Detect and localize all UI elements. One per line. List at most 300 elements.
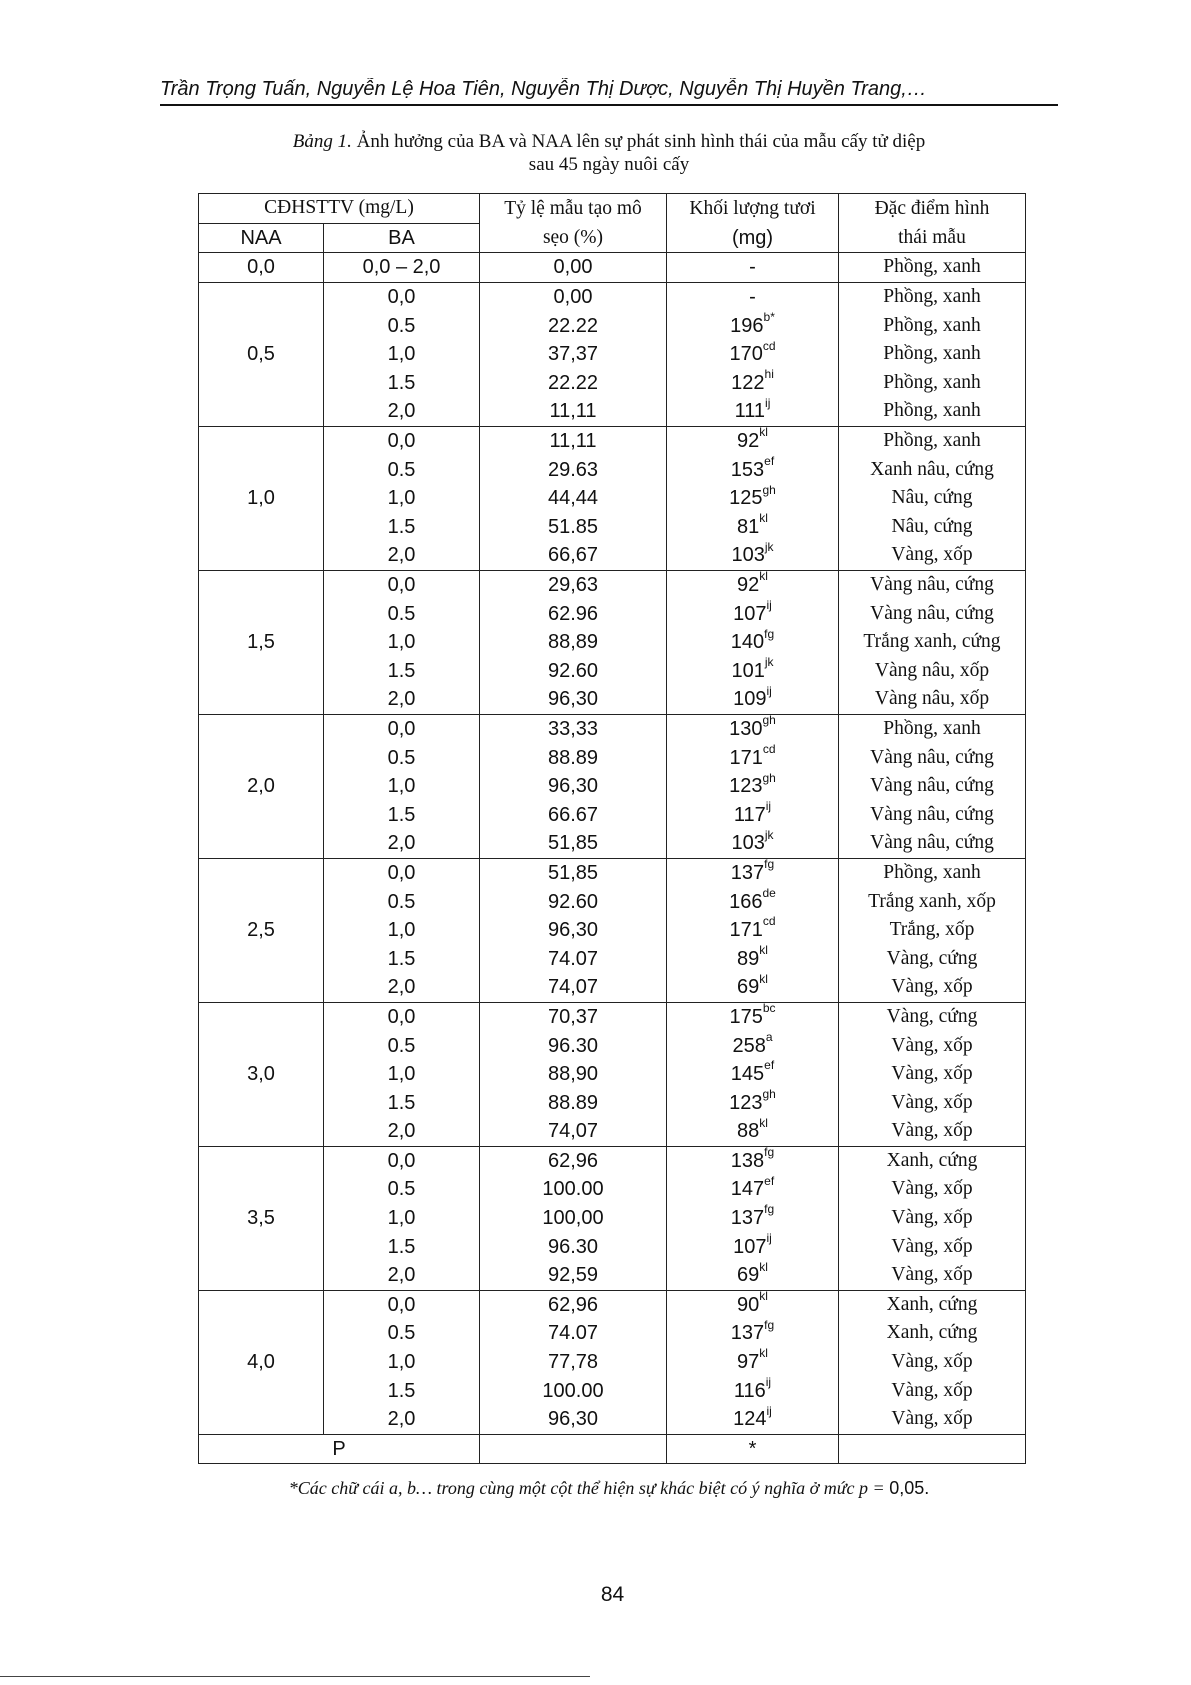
- significance-letter: gh: [762, 1088, 776, 1102]
- significance-letter: fg: [764, 858, 775, 872]
- ba-cell: 1.5: [324, 1232, 480, 1261]
- rate-cell: 92.60: [480, 887, 667, 916]
- mass-cell: [667, 944, 839, 973]
- significance-letter: de: [762, 887, 776, 900]
- significance-letter: b*: [763, 311, 775, 325]
- significance-letter: kl: [759, 570, 768, 584]
- significance-letter: cd: [762, 339, 776, 353]
- mass-cell: [667, 628, 839, 657]
- rate-cell: 74,07: [480, 973, 667, 1002]
- rate-cell: 100,00: [480, 1204, 667, 1233]
- mass-cell: [667, 369, 839, 398]
- table-row: [199, 829, 1026, 858]
- trait-cell: Xanh nâu, cứng: [839, 455, 1026, 484]
- table-row: [199, 1261, 1026, 1290]
- significance-letter: bc: [762, 1002, 776, 1016]
- rate-cell: 0,00: [480, 282, 667, 311]
- ba-cell: 1,0: [324, 340, 480, 369]
- control-row: [199, 253, 1026, 283]
- mass-cell: [667, 858, 839, 887]
- rate-cell: 96,30: [480, 772, 667, 801]
- table-row: [199, 1175, 1026, 1204]
- table-row: [199, 973, 1026, 1002]
- mass-value: 175: [729, 1005, 763, 1028]
- ba-cell: 1.5: [324, 513, 480, 542]
- p-rate: [480, 1434, 667, 1464]
- mass-cell: [667, 397, 839, 426]
- rate-cell: 74.07: [480, 944, 667, 973]
- ba-cell: 0,0: [324, 1146, 480, 1175]
- mass-cell: [667, 1175, 839, 1204]
- mass-cell: [667, 570, 839, 599]
- table-row: [199, 311, 1026, 340]
- p-label: P: [199, 1434, 480, 1464]
- significance-letter: kl: [759, 1347, 768, 1361]
- mass-value: 101: [731, 659, 765, 682]
- results-table: [198, 193, 1026, 1464]
- significance-letter: kl: [759, 1290, 768, 1304]
- significance-letter: ij: [766, 1232, 772, 1246]
- ba-cell: 0.5: [324, 1175, 480, 1204]
- mass-value: 103: [731, 544, 765, 567]
- rate-cell: 100.00: [480, 1376, 667, 1405]
- trait-cell: Xanh, cứng: [839, 1319, 1026, 1348]
- mass-cell: [667, 1088, 839, 1117]
- trait-cell: Nâu, cứng: [839, 484, 1026, 513]
- ba-cell: 0.5: [324, 1031, 480, 1060]
- table-row: [199, 685, 1026, 714]
- header-ba: BA: [324, 223, 480, 253]
- mass-cell: [667, 916, 839, 945]
- table-row: [199, 1146, 1026, 1175]
- ba-cell: 2,0: [324, 397, 480, 426]
- mass-value: 69: [737, 976, 760, 999]
- mass-cell: [667, 714, 839, 743]
- ba-cell: 0.5: [324, 887, 480, 916]
- mass-cell: [667, 657, 839, 686]
- mass-value: 196: [730, 314, 764, 337]
- mass-cell: [667, 973, 839, 1002]
- trait-cell: Vàng, xốp: [839, 1031, 1026, 1060]
- mass-cell: [667, 599, 839, 628]
- p-trait: [839, 1434, 1026, 1464]
- ba-cell: 1.5: [324, 944, 480, 973]
- table-row: [199, 858, 1026, 887]
- mass-value: 124: [733, 1408, 767, 1431]
- trait-cell: Nâu, cứng: [839, 513, 1026, 542]
- mass-value: 145: [730, 1063, 765, 1086]
- significance-letter: cd: [762, 743, 776, 756]
- mass-cell: [667, 829, 839, 858]
- table-row: [199, 513, 1026, 542]
- rate-cell: 44,44: [480, 484, 667, 513]
- ba-cell: 0.5: [324, 599, 480, 628]
- significance-letter: kl: [759, 944, 768, 958]
- table-row: [199, 1376, 1026, 1405]
- mass-cell: [667, 484, 839, 513]
- significance-letter: gh: [762, 714, 776, 728]
- ba-cell: 1,0: [324, 772, 480, 801]
- naa-group-cell: 4,0: [199, 1290, 324, 1434]
- mass-value: 171: [729, 746, 763, 769]
- header-trait-2: thái mẫu: [839, 223, 1026, 253]
- trait-cell: Phồng, xanh: [839, 858, 1026, 887]
- trait-cell: Vàng, xốp: [839, 1117, 1026, 1146]
- header-mass-1: Khối lượng tươi: [667, 194, 839, 224]
- ba-cell: 1,0: [324, 1204, 480, 1233]
- mass-value: 122: [731, 371, 765, 394]
- ba-cell: 2,0: [324, 1405, 480, 1434]
- mass-cell: [667, 1319, 839, 1348]
- significance-letter: kl: [759, 426, 768, 440]
- table-row: [199, 944, 1026, 973]
- mass-cell: [667, 1348, 839, 1377]
- mass-value: 258: [732, 1034, 766, 1057]
- table-row: [199, 484, 1026, 513]
- trait-cell: Phồng, xanh: [839, 340, 1026, 369]
- ba-cell: 2,0: [324, 973, 480, 1002]
- table-row: [199, 1088, 1026, 1117]
- ba-cell: 1.5: [324, 369, 480, 398]
- trait-cell: Vàng nâu, cứng: [839, 570, 1026, 599]
- table-row: [199, 541, 1026, 570]
- results-table-body: [199, 194, 1026, 1464]
- header-rate-1: Tỷ lệ mẫu tạo mô: [480, 194, 667, 224]
- mass-value: 103: [731, 832, 765, 855]
- ba-cell: 1,0: [324, 916, 480, 945]
- mass-cell: [667, 1290, 839, 1319]
- mass-cell: [667, 743, 839, 772]
- mass-value: 92: [737, 430, 760, 453]
- naa-group-cell: 2,0: [199, 714, 324, 858]
- rate-cell: 62.96: [480, 599, 667, 628]
- control-trait: Phồng, xanh: [839, 253, 1026, 283]
- trait-cell: Phồng, xanh: [839, 426, 1026, 455]
- trait-cell: Vàng, xốp: [839, 973, 1026, 1002]
- trait-cell: Phồng, xanh: [839, 282, 1026, 311]
- header-row-2: [199, 223, 1026, 253]
- mass-value: 137: [730, 1207, 765, 1230]
- trait-cell: Vàng, xốp: [839, 1405, 1026, 1434]
- mass-cell: [667, 1031, 839, 1060]
- mass-value: 123: [729, 1091, 763, 1114]
- mass-cell: [667, 455, 839, 484]
- table-row: [199, 772, 1026, 801]
- significance-letter: ef: [764, 1059, 775, 1073]
- trait-cell: Trắng xanh, xốp: [839, 887, 1026, 916]
- p-row: [199, 1434, 1026, 1464]
- rate-cell: 96.30: [480, 1031, 667, 1060]
- mass-value: 137: [730, 861, 765, 884]
- ba-cell: 2,0: [324, 829, 480, 858]
- control-ba: 0,0 – 2,0: [324, 253, 480, 283]
- table-row: [199, 800, 1026, 829]
- header-rate-2: sẹo (%): [480, 223, 667, 253]
- mass-cell: [667, 1060, 839, 1089]
- mass-cell: [667, 685, 839, 714]
- mass-cell: [667, 513, 839, 542]
- rate-cell: 51.85: [480, 513, 667, 542]
- control-rate: 0,00: [480, 253, 667, 283]
- mass-cell: [667, 1002, 839, 1031]
- caption-line2: sau 45 ngày nuôi cấy: [528, 154, 690, 175]
- trait-cell: Vàng, cứng: [839, 1002, 1026, 1031]
- significance-letter: hi: [764, 368, 774, 382]
- mass-value: 92: [737, 574, 760, 597]
- rate-cell: 100.00: [480, 1175, 667, 1204]
- significance-letter: ef: [764, 1175, 775, 1188]
- table-row: [199, 426, 1026, 455]
- table-row: [199, 282, 1026, 311]
- mass-value: 166: [729, 890, 763, 913]
- rate-cell: 96.30: [480, 1232, 667, 1261]
- rate-cell: 96,30: [480, 685, 667, 714]
- rate-cell: 96,30: [480, 1405, 667, 1434]
- rate-cell: 88,89: [480, 628, 667, 657]
- significance-letter: ef: [764, 455, 775, 468]
- trait-cell: Vàng, cứng: [839, 944, 1026, 973]
- naa-group-cell: 3,0: [199, 1002, 324, 1146]
- table-row: [199, 1232, 1026, 1261]
- trait-cell: Phồng, xanh: [839, 397, 1026, 426]
- significance-letter: a: [765, 1031, 773, 1044]
- ba-cell: 2,0: [324, 1117, 480, 1146]
- table-row: [199, 1002, 1026, 1031]
- trait-cell: Phồng, xanh: [839, 714, 1026, 743]
- table-row: [199, 628, 1026, 657]
- trait-cell: Vàng nâu, cứng: [839, 772, 1026, 801]
- trait-cell: Vàng, xốp: [839, 541, 1026, 570]
- trait-cell: Xanh, cứng: [839, 1146, 1026, 1175]
- ba-cell: 1.5: [324, 1088, 480, 1117]
- trait-cell: Phồng, xanh: [839, 369, 1026, 398]
- table-row: [199, 743, 1026, 772]
- table-row: [199, 887, 1026, 916]
- trait-cell: Phồng, xanh: [839, 311, 1026, 340]
- ba-cell: 0,0: [324, 282, 480, 311]
- significance-letter: fg: [764, 627, 775, 641]
- mass-cell: [667, 772, 839, 801]
- rate-cell: 62,96: [480, 1146, 667, 1175]
- significance-letter: jk: [764, 541, 774, 554]
- table-row: [199, 1319, 1026, 1348]
- trait-cell: Vàng nâu, cứng: [839, 743, 1026, 772]
- ba-cell: 0,0: [324, 426, 480, 455]
- trait-cell: Vàng, xốp: [839, 1348, 1026, 1377]
- rate-cell: 22.22: [480, 369, 667, 398]
- table-row: [199, 916, 1026, 945]
- trait-cell: Vàng nâu, cứng: [839, 800, 1026, 829]
- ba-cell: 0,0: [324, 714, 480, 743]
- ba-cell: 0,0: [324, 858, 480, 887]
- table-row: [199, 1290, 1026, 1319]
- table-caption: [160, 130, 1058, 176]
- significance-letter: cd: [762, 915, 776, 929]
- significance-letter: gh: [762, 483, 776, 497]
- rate-cell: 92.60: [480, 657, 667, 686]
- mass-cell: [667, 887, 839, 916]
- mass-value: 123: [729, 775, 763, 798]
- significance-letter: kl: [759, 1260, 768, 1274]
- header-naa: NAA: [199, 223, 324, 253]
- table-row: [199, 1204, 1026, 1233]
- caption-line1: Ảnh hưởng của BA và NAA lên sự phát sinh hình thái của mẫu cấy tử diệp: [356, 131, 926, 152]
- naa-group-cell: 1,0: [199, 426, 324, 570]
- significance-letter: ij: [765, 800, 772, 814]
- rate-cell: 29.63: [480, 455, 667, 484]
- rate-cell: 88.89: [480, 743, 667, 772]
- trait-cell: Vàng, xốp: [839, 1261, 1026, 1290]
- ba-cell: 0.5: [324, 311, 480, 340]
- naa-group-cell: 1,5: [199, 570, 324, 714]
- mass-value: 69: [737, 1264, 760, 1287]
- ba-cell: 0,0: [324, 1002, 480, 1031]
- mass-value: 140: [730, 631, 765, 654]
- rate-cell: 11,11: [480, 426, 667, 455]
- rate-cell: 88.89: [480, 1088, 667, 1117]
- trait-cell: Vàng, xốp: [839, 1088, 1026, 1117]
- mass-cell: [667, 1117, 839, 1146]
- significance-letter: gh: [762, 771, 776, 785]
- ba-cell: 1,0: [324, 628, 480, 657]
- rate-cell: 74.07: [480, 1319, 667, 1348]
- rate-cell: 92,59: [480, 1261, 667, 1290]
- table-row: [199, 1117, 1026, 1146]
- naa-group-cell: 3,5: [199, 1146, 324, 1290]
- rate-cell: 66.67: [480, 800, 667, 829]
- significance-letter: ij: [765, 1376, 772, 1389]
- rate-cell: 66,67: [480, 541, 667, 570]
- mass-value: 90: [737, 1293, 760, 1316]
- bottom-rule: [0, 1676, 590, 1677]
- ba-cell: 1.5: [324, 657, 480, 686]
- mass-value: 138: [730, 1149, 765, 1172]
- mass-value: 125: [729, 487, 763, 510]
- rate-cell: 22.22: [480, 311, 667, 340]
- ba-cell: 1,0: [324, 484, 480, 513]
- table-row: [199, 599, 1026, 628]
- table-row: [199, 570, 1026, 599]
- running-header: Trần Trọng Tuấn, Nguyễn Lệ Hoa Tiên, Nguyễn Thị Dược, Nguyễn Thị Huyền Trang,…: [160, 78, 1058, 106]
- mass-cell: [667, 1146, 839, 1175]
- rate-cell: 74,07: [480, 1117, 667, 1146]
- trait-cell: Vàng, xốp: [839, 1376, 1026, 1405]
- ba-cell: 0,0: [324, 1290, 480, 1319]
- significance-letter: ij: [766, 685, 772, 698]
- mass-value: 97: [737, 1351, 760, 1374]
- mass-value: -: [749, 286, 756, 309]
- header-trait-1: Đặc điểm hình: [839, 194, 1026, 224]
- control-mass: -: [667, 253, 839, 283]
- ba-cell: 1.5: [324, 1376, 480, 1405]
- trait-cell: Vàng nâu, xốp: [839, 657, 1026, 686]
- rate-cell: 37,37: [480, 340, 667, 369]
- table-row: [199, 1348, 1026, 1377]
- header-group: CĐHSTTV (mg/L): [199, 194, 480, 224]
- trait-cell: Vàng, xốp: [839, 1175, 1026, 1204]
- trait-cell: Xanh, cứng: [839, 1290, 1026, 1319]
- significance-letter: fg: [764, 1146, 775, 1160]
- rate-cell: 70,37: [480, 1002, 667, 1031]
- mass-cell: [667, 1376, 839, 1405]
- trait-cell: Trắng, xốp: [839, 916, 1026, 945]
- mass-value: 116: [733, 1379, 766, 1402]
- ba-cell: 1,0: [324, 1060, 480, 1089]
- footnote-value: 0,05.: [889, 1478, 930, 1498]
- significance-letter: fg: [764, 1319, 775, 1332]
- ba-cell: 2,0: [324, 1261, 480, 1290]
- table-row: [199, 340, 1026, 369]
- table-row: [199, 657, 1026, 686]
- significance-letter: jk: [764, 656, 774, 670]
- mass-value: 137: [730, 1322, 765, 1345]
- mass-cell: [667, 1261, 839, 1290]
- page-number: 84: [600, 1583, 625, 1606]
- mass-cell: [667, 1204, 839, 1233]
- trait-cell: Vàng, xốp: [839, 1060, 1026, 1089]
- table-row: [199, 369, 1026, 398]
- significance-letter: ij: [766, 599, 772, 612]
- significance-letter: fg: [764, 1203, 775, 1217]
- ba-cell: 2,0: [324, 685, 480, 714]
- naa-group-cell: 2,5: [199, 858, 324, 1002]
- rate-cell: 51,85: [480, 829, 667, 858]
- significance-letter: ij: [765, 397, 771, 410]
- rate-cell: 96,30: [480, 916, 667, 945]
- ba-cell: 0.5: [324, 743, 480, 772]
- trait-cell: Vàng nâu, cứng: [839, 599, 1026, 628]
- ba-cell: 0.5: [324, 455, 480, 484]
- p-mass: *: [667, 1434, 839, 1464]
- ba-cell: 0.5: [324, 1319, 480, 1348]
- rate-cell: 11,11: [480, 397, 667, 426]
- mass-value: 130: [729, 717, 763, 740]
- mass-value: 107: [733, 602, 767, 625]
- mass-cell: [667, 340, 839, 369]
- significance-letter: ij: [766, 1404, 772, 1418]
- ba-cell: 0,0: [324, 570, 480, 599]
- ba-cell: 1,0: [324, 1348, 480, 1377]
- mass-value: 111: [734, 400, 766, 423]
- rate-cell: 33,33: [480, 714, 667, 743]
- control-naa: 0,0: [199, 253, 324, 283]
- footnote: [160, 1478, 1058, 1499]
- mass-value: 147: [730, 1178, 765, 1201]
- mass-value: 117: [733, 803, 766, 826]
- rate-cell: 77,78: [480, 1348, 667, 1377]
- header-mass-2: (mg): [667, 223, 839, 253]
- mass-cell: [667, 426, 839, 455]
- trait-cell: Trắng xanh, cứng: [839, 628, 1026, 657]
- table-row: [199, 1031, 1026, 1060]
- significance-letter: jk: [764, 829, 774, 842]
- rate-cell: 62,96: [480, 1290, 667, 1319]
- table-row: [199, 397, 1026, 426]
- mass-cell: [667, 1232, 839, 1261]
- table-row: [199, 714, 1026, 743]
- mass-value: 171: [729, 919, 763, 942]
- mass-value: 109: [733, 688, 767, 711]
- table-row: [199, 1060, 1026, 1089]
- mass-value: 107: [733, 1235, 767, 1258]
- rate-cell: 51,85: [480, 858, 667, 887]
- mass-value: 88: [737, 1120, 760, 1143]
- naa-group-cell: 0,5: [199, 282, 324, 426]
- table-row: [199, 455, 1026, 484]
- significance-letter: kl: [759, 973, 768, 986]
- caption-label: Bảng 1.: [292, 131, 352, 152]
- significance-letter: kl: [759, 1117, 768, 1130]
